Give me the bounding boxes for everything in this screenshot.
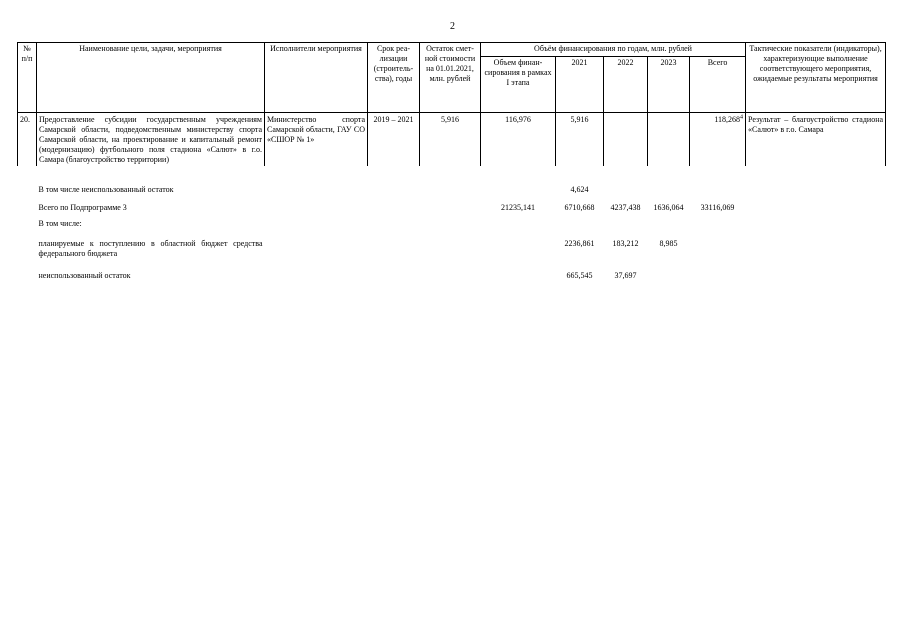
header-num: № п/п [18, 43, 37, 113]
header-remainder: Остаток смет-ной стоимости на 01.01.2021, млн. рублей [420, 43, 481, 113]
cell-name: Предоставление субсидии государственным учреждениям Самарской области, подведомственным министерству спорта Самарской области, на проектирование и капитальный ремонт (модернизацию) футбольного поля стадиона «Салют» в г.о. Самара (благоустройство территории) [37, 113, 265, 167]
cell-2022 [604, 113, 648, 167]
row-label: В том числе: [38, 219, 82, 228]
footnote-mark: 4 [740, 114, 744, 121]
header-indicators: Тактические показатели (индикаторы), характеризующие выполнение соответствующего мероприятия, ожидаемые результаты мероприятия [746, 43, 886, 113]
row-2022: 4237,438 [610, 203, 641, 212]
table-row-including [18, 218, 886, 230]
header-financing-group: Объём финансирования по годам, млн. рублей [481, 43, 746, 57]
row-label: Всего по Подпрограмме 3 [38, 203, 127, 212]
row-2022: 183,212 [612, 239, 639, 248]
table-row-item-20 [18, 113, 886, 167]
cell-executors: Министерство спорта Самарской области, ГАУ СО «СШОР № 1» [265, 113, 368, 167]
table-header [18, 43, 886, 113]
cell-stage1: 116,976 [481, 113, 556, 167]
row-label: В том числе неиспользованный остаток [38, 185, 174, 194]
row-2021: 2236,861 [564, 239, 595, 248]
header-stage1: Объем финан-сирования в рамках I этапа [481, 57, 556, 113]
header-executors: Исполнители мероприятия [265, 43, 368, 113]
row-label: планируемые к поступлению в областной бюджет средства федерального бюджета [38, 239, 263, 258]
cell-num: 20. [18, 113, 37, 167]
header-total: Всего [690, 57, 746, 113]
cell-term: 2019 – 2021 [368, 113, 420, 167]
table-row-unused [18, 184, 886, 196]
row-2021: 665,545 [566, 271, 593, 280]
table-row-total [18, 202, 886, 214]
cell-remainder: 5,916 [420, 113, 481, 167]
cell-indicators: Результат – благоустройство стадиона «Салют» в г.о. Самара [746, 113, 886, 167]
table-row-federal [18, 238, 886, 260]
row-label: неиспользованный остаток [38, 271, 131, 280]
financing-table [17, 42, 886, 282]
header-term: Срок реа-лизации (строитель-ства), годы [368, 43, 420, 113]
header-2021: 2021 [556, 57, 604, 113]
row-2021: 4,624 [570, 185, 589, 194]
cell-2021: 5,916 [556, 113, 604, 167]
total-value: 118,268 [714, 115, 741, 124]
page-number: 2 [450, 21, 455, 32]
row-stage1: 21235,141 [501, 203, 535, 212]
row-2023: 8,985 [659, 239, 678, 248]
row-2022: 37,697 [614, 271, 637, 280]
row-2021: 6710,668 [564, 203, 595, 212]
table-row-unused-2 [18, 270, 886, 282]
header-2022: 2022 [604, 57, 648, 113]
cell-total [690, 113, 746, 167]
row-2023: 1636,064 [653, 203, 684, 212]
row-total: 33116,069 [700, 203, 735, 212]
cell-2023 [648, 113, 690, 167]
header-name: Наименование цели, задачи, мероприятия [37, 43, 265, 113]
header-2023: 2023 [648, 57, 690, 113]
